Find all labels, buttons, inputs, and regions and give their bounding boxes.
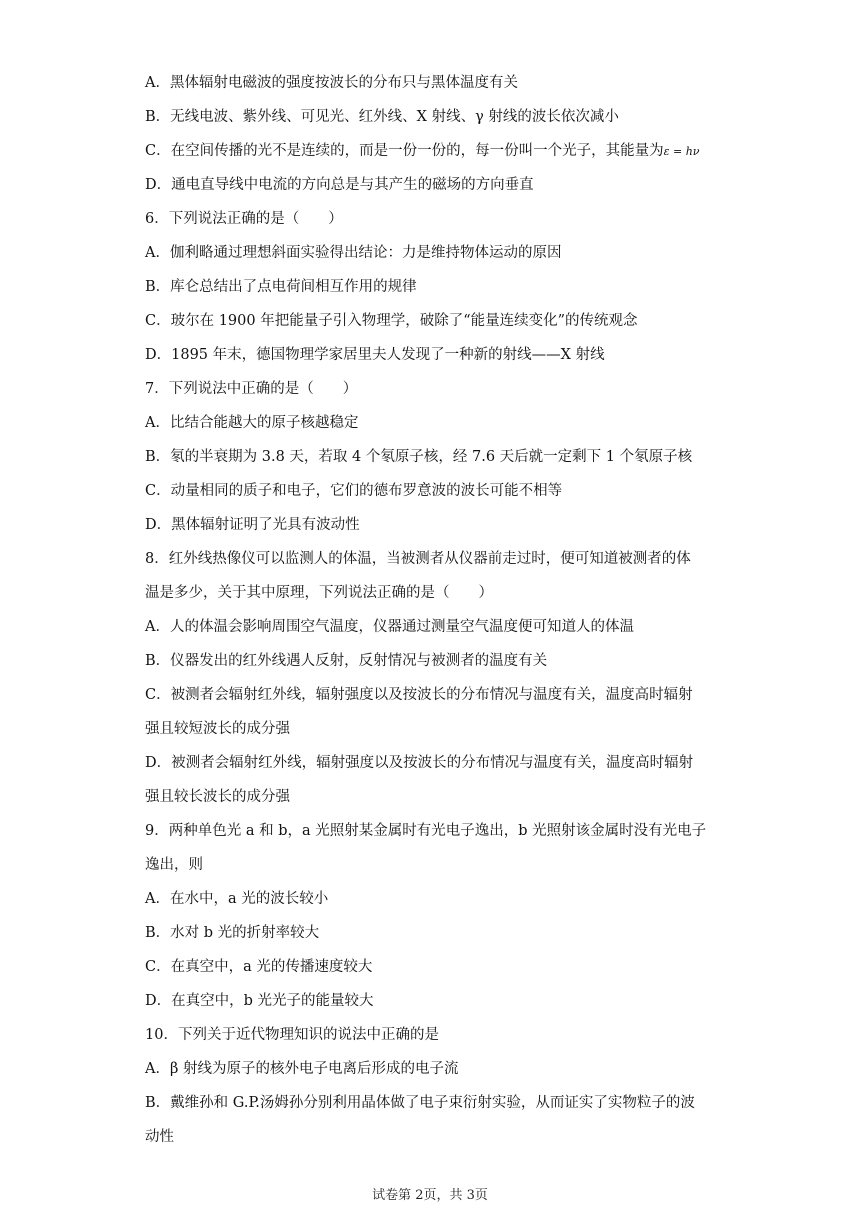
q10-option-b-line-1: B．戴维孙和 G.P.汤姆孙分别利用晶体做了电子束衍射实验，从而证实了实物粒子的波 [145,1095,695,1111]
question-10 [145,1018,725,1154]
q7-option-c: C．动量相同的质子和电子，它们的德布罗意波的波长可能不相等 [145,483,563,499]
question-8 [145,542,725,814]
q7-option-a: A．比结合能越大的原子核越稳定 [145,415,359,431]
q7-stem: 7．下列说法中正确的是（ ） [145,381,358,397]
question-content [145,66,725,1154]
q5-option-c-text: C．在空间传播的光不是连续的，而是一份一份的，每一份叫一个光子，其能量为 [145,143,664,159]
q9-option-c: C．在真空中，a 光的传播速度较大 [145,959,373,975]
q8-option-a: A．人的体温会影响周围空气温度，仪器通过测量空气温度便可知道人的体温 [145,619,634,635]
q9-option-a: A．在水中，a 光的波长较小 [145,891,329,907]
q8-stem-line-2: 温是多少，关于其中原理，下列说法正确的是（ ） [145,585,493,601]
q10-option-b-line-2: 动性 [145,1129,174,1145]
q9-option-d: D．在真空中，b 光光子的能量较大 [145,993,374,1009]
q8-option-d-line-1: D．被测者会辐射红外线，辐射强度以及按波长的分布情况与温度有关，温度高时辐射 [145,755,694,771]
q9-option-b: B．水对 b 光的折射率较大 [145,925,320,941]
q8-option-b: B．仪器发出的红外线遇人反射，反射情况与被测者的温度有关 [145,653,548,669]
q10-stem: 10．下列关于近代物理知识的说法中正确的是 [145,1027,439,1043]
q5-option-c [145,134,725,168]
question-6 [145,202,725,372]
q6-option-a: A．伽利略通过理想斜面实验得出结论：力是维持物体运动的原因 [145,245,562,261]
q6-option-c: C．玻尔在 1900 年把能量子引入物理学，破除了“能量连续变化”的传统观念 [145,313,638,329]
q6-stem: 6．下列说法正确的是（ ） [145,211,343,227]
question-7 [145,372,725,542]
q8-option-c-line-1: C．被测者会辐射红外线，辐射强度以及按波长的分布情况与温度有关，温度高时辐射 [145,687,693,703]
q8-option-d-line-2: 强且较长波长的成分强 [145,789,290,805]
page-footer: 试卷第 2页，共 3页 [372,1188,488,1203]
q6-option-d: D．1895 年末，德国物理学家居里夫人发现了一种新的射线——X 射线 [145,347,605,363]
q8-stem-line-1: 8．红外线热像仪可以监测人的体温，当被测者从仪器前走过时，便可知道被测者的体 [145,551,691,567]
photon-energy-formula: ε = hν [663,145,700,158]
q8-option-c-line-2: 强且较短波长的成分强 [145,721,290,737]
q9-stem-line-2: 逸出，则 [145,857,203,873]
q7-option-b: B．氡的半衰期为 3.8 天，若取 4 个氡原子核，经 7.6 天后就一定剩下 1 个氡原子核 [145,449,693,465]
q10-option-a: A．β 射线为原子的核外电子电离后形成的电子流 [145,1061,459,1077]
q9-stem-line-1: 9．两种单色光 a 和 b，a 光照射某金属时有光电子逸出，b 光照射该金属时没有光电子 [145,823,707,839]
question-9 [145,814,725,1018]
q5-option-d: D．通电直导线中电流的方向总是与其产生的磁场的方向垂直 [145,177,534,193]
q5-option-a: A．黑体辐射电磁波的强度按波长的分布只与黑体温度有关 [145,75,518,91]
q6-option-b: B．库仑总结出了点电荷间相互作用的规律 [145,279,417,295]
q7-option-d: D．黑体辐射证明了光具有波动性 [145,517,360,533]
q5-option-b: B．无线电波、紫外线、可见光、红外线、X 射线、γ 射线的波长依次减小 [145,109,619,125]
question-5 [145,66,725,202]
